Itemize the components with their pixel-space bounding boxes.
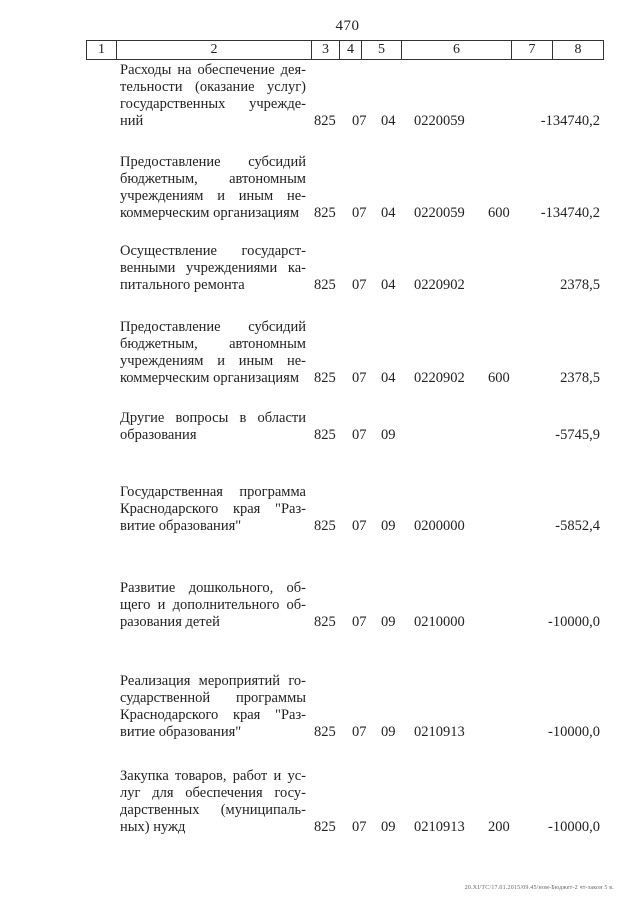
- cell-subsection: 04: [381, 370, 396, 386]
- description-line: коммерческим организациям: [120, 205, 300, 221]
- cell-target-item: 0200000: [414, 518, 465, 534]
- row-description: [120, 673, 306, 741]
- description-line: Краснодарского края "Раз-: [120, 501, 306, 517]
- cell-section: 07: [352, 724, 367, 740]
- row-description: [120, 484, 306, 535]
- cell-target-item: 0210913: [414, 819, 465, 835]
- cell-section: 07: [352, 819, 367, 835]
- page-number: 470: [335, 18, 360, 34]
- description-line: тельности (оказание услуг): [120, 79, 306, 95]
- description-line: образования: [120, 427, 197, 443]
- description-line: Реализация мероприятий го-: [120, 673, 306, 689]
- cell-subsection: 09: [381, 518, 396, 534]
- description-line: Краснодарского края "Раз-: [120, 707, 306, 723]
- description-line: Развитие дошкольного, об-: [120, 580, 306, 596]
- description-line: питального ремонта: [120, 277, 245, 293]
- cell-admin-code: 825: [314, 518, 336, 534]
- header-col-3: 3: [312, 41, 340, 59]
- row-description: [120, 580, 306, 631]
- description-line: ных) нужд: [120, 819, 186, 835]
- header-col-2: 2: [117, 41, 312, 59]
- cell-target-item: 0210913: [414, 724, 465, 740]
- header-col-4: 4: [340, 41, 362, 59]
- description-line: дарственных (муниципаль-: [120, 802, 306, 818]
- cell-target-item: 0220059: [414, 205, 465, 221]
- cell-target-item: 0220902: [414, 277, 465, 293]
- description-line: учреждениям и иным не-: [120, 353, 306, 369]
- cell-expense-type: 600: [488, 370, 510, 386]
- description-line: ний: [120, 113, 144, 129]
- cell-admin-code: 825: [314, 427, 336, 443]
- description-line: Предоставление субсидий: [120, 154, 306, 170]
- cell-admin-code: 825: [314, 113, 336, 129]
- cell-amount: -5745,9: [555, 427, 600, 443]
- row-description: [120, 410, 306, 444]
- cell-amount: -134740,2: [540, 113, 600, 129]
- cell-subsection: 09: [381, 427, 396, 443]
- cell-subsection: 09: [381, 614, 396, 630]
- cell-amount: 2378,5: [560, 370, 600, 386]
- cell-admin-code: 825: [314, 819, 336, 835]
- cell-subsection: 04: [381, 205, 396, 221]
- header-col-7: 7: [512, 41, 553, 59]
- description-line: учреждениям и иным не-: [120, 188, 306, 204]
- cell-target-item: 0210000: [414, 614, 465, 630]
- header-col-6: 6: [402, 41, 512, 59]
- row-description: [120, 768, 306, 836]
- description-line: коммерческим организациям: [120, 370, 300, 386]
- description-line: государственных учрежде-: [120, 96, 306, 112]
- header-col-1: 1: [87, 41, 117, 59]
- header-col-8: 8: [574, 42, 582, 57]
- row-description: [120, 154, 306, 222]
- cell-target-item: 0220902: [414, 370, 465, 386]
- description-line: разования детей: [120, 614, 220, 630]
- cell-admin-code: 825: [314, 614, 336, 630]
- description-line: луг для обеспечения госу-: [120, 785, 306, 801]
- description-line: Закупка товаров, работ и ус-: [120, 768, 306, 784]
- cell-subsection: 09: [381, 819, 396, 835]
- table-header: [86, 40, 604, 60]
- footer-file-stamp: 20.XI/TC/17.01.2015/09.45/ном-Бюджет-2 чт-закон 5 в.: [464, 885, 614, 891]
- description-line: витие образования": [120, 724, 242, 740]
- description-line: щего и дополнительного об-: [120, 597, 306, 613]
- cell-amount: -5852,4: [555, 518, 600, 534]
- description-line: сударственной программы: [120, 690, 306, 706]
- cell-section: 07: [352, 277, 367, 293]
- row-description: [120, 319, 306, 387]
- cell-admin-code: 825: [314, 277, 336, 293]
- cell-section: 07: [352, 614, 367, 630]
- cell-section: 07: [352, 427, 367, 443]
- cell-amount: 2378,5: [560, 277, 600, 293]
- cell-amount: -10000,0: [548, 819, 600, 835]
- description-line: Предоставление субсидий: [120, 319, 306, 335]
- description-line: бюджетным, автономным: [120, 171, 306, 187]
- cell-target-item: 0220059: [414, 113, 465, 129]
- row-description: [120, 243, 306, 294]
- cell-section: 07: [352, 370, 367, 386]
- cell-amount: -10000,0: [548, 724, 600, 740]
- cell-admin-code: 825: [314, 205, 336, 221]
- cell-admin-code: 825: [314, 370, 336, 386]
- row-description: [120, 62, 306, 130]
- cell-subsection: 04: [381, 113, 396, 129]
- description-line: Осуществление государст-: [120, 243, 306, 259]
- cell-amount: -134740,2: [540, 205, 600, 221]
- cell-section: 07: [352, 518, 367, 534]
- cell-section: 07: [352, 113, 367, 129]
- description-line: Государственная программа: [120, 484, 306, 500]
- description-line: витие образования": [120, 518, 242, 534]
- cell-admin-code: 825: [314, 724, 336, 740]
- cell-subsection: 04: [381, 277, 396, 293]
- cell-expense-type: 600: [488, 205, 510, 221]
- description-line: Другие вопросы в области: [120, 410, 306, 426]
- header-col-5: 5: [362, 41, 402, 59]
- description-line: венными учреждениями ка-: [120, 260, 306, 276]
- cell-section: 07: [352, 205, 367, 221]
- cell-subsection: 09: [381, 724, 396, 740]
- cell-expense-type: 200: [488, 819, 510, 835]
- cell-amount: -10000,0: [548, 614, 600, 630]
- description-line: Расходы на обеспечение дея-: [120, 62, 306, 78]
- description-line: бюджетным, автономным: [120, 336, 306, 352]
